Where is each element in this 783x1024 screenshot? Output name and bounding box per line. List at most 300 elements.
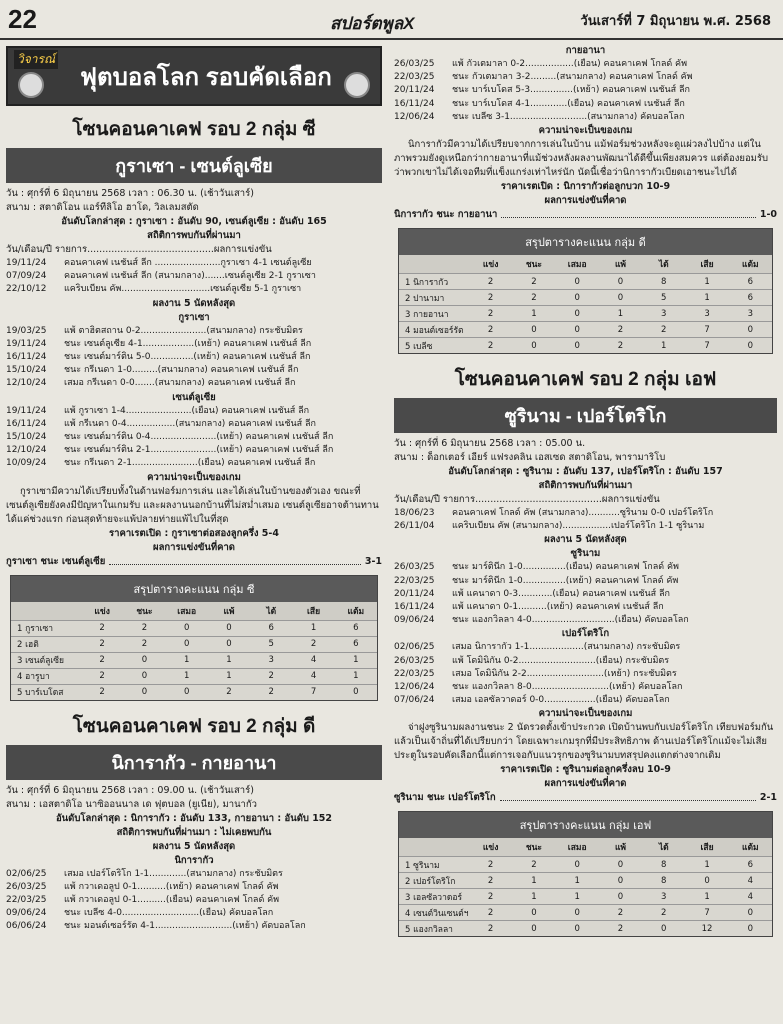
- result-list: [6, 868, 382, 934]
- result-date: 09/06/24: [394, 615, 435, 626]
- match-preview: [6, 148, 382, 569]
- standings-value: 2: [487, 875, 494, 886]
- standings-col: แต้ม: [742, 260, 759, 271]
- result-text: ชนะ มอนต์เซอร์รัต 4-1...........................(เหย้า) คัดบอลโลก: [64, 921, 306, 932]
- standings-value: 2: [310, 639, 317, 650]
- result-text: แคริบเบียน คัพ...............................เซนต์ลูเซีย 5-1 กูราเซา: [64, 284, 302, 295]
- standings-value: 1: [617, 308, 624, 319]
- standings-value: 0: [141, 671, 148, 682]
- standings-value: 6: [353, 639, 359, 650]
- result-date: 26/03/25: [6, 881, 47, 892]
- standings-value: 2: [661, 907, 667, 918]
- standings-value: 0: [141, 687, 148, 698]
- standings-value: 2: [99, 687, 105, 698]
- result-text: เสมอ เอลซัลวาดอร์ 0-0..................(เยือน) คัดบอลโลก: [452, 695, 670, 706]
- result-date: 26/03/25: [394, 59, 435, 69]
- standings-value: 0: [574, 324, 580, 335]
- standings-col: เสีย: [700, 260, 714, 271]
- standings-team: 2 เปอร์โตริโก: [405, 876, 456, 887]
- standings-value: 7: [704, 907, 710, 918]
- head-to-head-columns: วัน/เดือน/ปี รายการ..........................................ผลการแข่งขัน: [394, 494, 660, 506]
- result-text: ชนะ เซนต์มาร์ติน 5-0...............(เหย้า) คอนคาเคฟ เนชั่นส์ ลีก: [64, 352, 311, 363]
- result-date: 15/10/24: [6, 432, 47, 443]
- standings-value: 1: [704, 292, 710, 303]
- standings-value: 0: [617, 276, 624, 287]
- head-to-head-columns: วัน/เดือน/ปี รายการ..........................................ผลการแข่งขัน: [6, 244, 272, 255]
- result-row: [394, 111, 777, 124]
- analysis-heading: ความน่าจะเป็นของเกม: [538, 708, 633, 720]
- standings-value: 6: [747, 292, 754, 303]
- left-column: [6, 44, 382, 1022]
- analysis-text: นิการากัวมีความได้เปรียบจากการเล่นในบ้าน แม้ฟอร์มช่วงหลังจะดูแผ่วลงไปบ้าง แต่ในภาพรวมยังดูเหนือกว่ากายอานาที่แม้ช่วงหลังผลงานพัฒนาได้ดีขึ้นเพียงสมควร แต่ต้องยอมรับว่าพวกเขาไม่ได้เจอทีมที่แข็งแกร่งเท่าไหร่นัก นัดนี้เชื่อว่านิการากัวเบียดเอาชนะไปได้: [394, 139, 769, 179]
- standings-row: [11, 684, 377, 700]
- prediction-leader: [109, 555, 361, 565]
- team-name: นิการากัว: [174, 854, 214, 866]
- result-row: [394, 601, 777, 614]
- standings-value: 2: [268, 687, 274, 698]
- match-venue: สนาม : สตาดิโอน แอร์ทีลิโอ ฮาโด, วิลเลมสตัด: [6, 202, 199, 213]
- standings-value: 2: [487, 340, 494, 351]
- result-text: ชนะ กัวเตมาลา 3-2.........(สนามกลาง) คอนคาเคฟ โกลด์ คัพ: [452, 72, 693, 83]
- result-date: 22/03/25: [394, 575, 435, 586]
- result-row: [394, 561, 777, 574]
- result-text: แพ้ โดมินิกัน 0-2...........................(เยือน) กระชับมิตร: [452, 655, 670, 666]
- standings-col: แข่ง: [482, 260, 499, 271]
- result-text: ชนะ เซนต์ลูเซีย 4-1..................(เหย้า) คอนคาเคฟ เนชั่นส์ ลีก: [64, 338, 312, 349]
- standings-value: 2: [268, 671, 274, 682]
- standings-value: 2: [661, 324, 667, 335]
- standings-value: 6: [747, 859, 754, 870]
- newspaper-name: สปอร์ตพูลX: [330, 14, 415, 33]
- result-row: [6, 431, 382, 444]
- standings-value: 0: [531, 923, 537, 934]
- standings-value: 0: [747, 324, 754, 335]
- standings-row: [399, 289, 772, 305]
- result-row: [6, 405, 382, 418]
- standings-row: [399, 856, 772, 872]
- standings-value: 2: [617, 907, 624, 918]
- result-text: ชนะ กรีเนดา 2-1.......................(เยือน) คอนคาเคฟ เนชั่นส์ ลีก: [64, 458, 316, 469]
- standings-col: แต้ม: [347, 606, 365, 617]
- result-date: 20/11/24: [394, 85, 435, 96]
- standings-value: 2: [487, 923, 494, 934]
- result-text: คอนคาเคฟ โกลด์ คัพ (สนามกลาง)...........ซูรินาม 0-0 เปอร์โตริโก: [452, 508, 714, 519]
- result-date: 22/03/25: [6, 895, 47, 906]
- standings-col: แพ้: [223, 606, 235, 617]
- result-row: [6, 894, 382, 907]
- result-text: เสมอ นิการากัว 1-1...................(สนามกลาง) กระชับมิตร: [452, 642, 681, 653]
- standings-value: 0: [617, 891, 624, 902]
- standings-col: ได้: [658, 843, 669, 854]
- result-date: 19/11/24: [6, 338, 47, 349]
- result-row: [394, 84, 777, 97]
- result-date: 26/03/25: [394, 562, 435, 573]
- result-row: [394, 575, 777, 588]
- result-text: แพ้ แคนาดา 0-3............(เยือน) คอนคาเคฟ เนชั่นส์ ลีก: [452, 588, 670, 599]
- world-ranking: อันดับโลกล่าสุด : ซูรินาม : อันดับ 137, เปอร์โตริโก : อันดับ 157: [448, 466, 723, 478]
- result-text: แพ้ กูราเซา 1-4.......................(เยือน) คอนคาเคฟ เนชั่นส์ ลีก: [64, 405, 310, 416]
- result-row: [394, 520, 777, 533]
- result-row: [6, 457, 382, 470]
- standings-value: 2: [487, 308, 494, 319]
- right-column: [394, 44, 777, 1022]
- match-title: กูราเซา - เซนต์ลูเซีย: [6, 148, 382, 183]
- result-text: คอนคาเคฟ เนชั่นส์ ลีก .......................กูราเซา 4-1 เซนต์ลูเซีย: [64, 258, 312, 268]
- standings-value: 2: [617, 923, 624, 934]
- team-name: เปอร์โตริโก: [561, 628, 610, 640]
- standings-team: 3 เอลซัลวาดอร์: [405, 892, 463, 903]
- analysis-text: กูราเซามีความได้เปรียบทั้งในด้านฟอร์มการเล่น และได้เล่นในบ้านของตัวเอง ขณะที่เซนต์ลูเซียยังคงมีปัญหาในเกมรับ และผลงานนอกบ้านที่ไม่สม่ำเสมอ เซนต์ลูเซียอาจต้านทานได้แค่ช่วงแรก ก่อนสุดท้ายจะแพ้ปลายท่ายแพ้ไปในที่สุด: [6, 485, 379, 525]
- match-preview: [394, 398, 777, 805]
- standings-value: 0: [353, 687, 359, 698]
- standings-value: 7: [704, 324, 710, 335]
- team-name: เซนต์ลูเซีย: [172, 391, 216, 403]
- result-row: [6, 881, 382, 894]
- standings-value: 0: [574, 340, 580, 351]
- standings-value: 0: [183, 623, 190, 634]
- analysis-heading: ความน่าจะเป็นของเกม: [538, 125, 633, 137]
- recent-form-heading: ผลงาน 5 นัดหลังสุด: [544, 534, 627, 546]
- standings-value: 2: [617, 324, 624, 335]
- result-row: [6, 364, 382, 377]
- standings-row: [399, 904, 772, 920]
- match-venue: สนาม : เอสตาดิโอ นาซิออนนาล เด ฟุตบอล (ยูเนีย), มานากัว: [6, 798, 257, 810]
- football-icon: [344, 72, 370, 98]
- result-text: ชนะ เบลีซ 3-1...........................(สนามกลาง) คัดบอลโลก: [452, 111, 685, 122]
- result-row: [6, 377, 382, 390]
- result-text: แพ้ กรีเนดา 0-4.................(สนามกลาง) คอนคาเคฟ เนชั่นส์ ลีก: [64, 418, 316, 429]
- result-date: 16/11/24: [6, 418, 47, 429]
- standings-value: 0: [574, 276, 580, 287]
- standings-title: สรุปตารางคะแนน กลุ่ม ดี: [399, 229, 772, 255]
- standings-row: [399, 872, 772, 888]
- result-date: 09/06/24: [6, 908, 47, 919]
- standings-value: 0: [747, 340, 754, 351]
- standings-value: 2: [487, 292, 494, 303]
- standings-value: 8: [661, 859, 667, 870]
- standings-value: 1: [353, 655, 359, 666]
- standings-value: 2: [141, 623, 148, 634]
- standings-team: 1 ซูรินาม: [405, 860, 440, 871]
- standings-value: 7: [704, 340, 710, 351]
- standings-col: ได้: [658, 260, 669, 271]
- result-list: [6, 405, 382, 471]
- standings-col: ชนะ: [525, 843, 542, 854]
- result-text: ชนะ บาร์เบโดส 4-1.............(เยือน) คอนคาเคฟ เนชั่นส์ ลีก: [452, 98, 685, 109]
- result-text: ชนะ เซนต์มาร์ติน 0-4.......................(เหย้า) คอนคาเคฟ เนชั่นส์ ลีก: [64, 432, 334, 443]
- standings-value: 2: [531, 276, 537, 287]
- standings-value: 2: [617, 340, 624, 351]
- standings-value: 0: [747, 923, 754, 934]
- result-row: [394, 507, 777, 520]
- standings-value: 3: [661, 891, 667, 902]
- standings-value: 3: [704, 308, 710, 319]
- standings-col: เสีย: [307, 606, 321, 617]
- standings-col: เสีย: [700, 843, 714, 854]
- standings: [10, 575, 378, 701]
- standings-value: 1: [183, 671, 190, 682]
- result-row: [6, 907, 382, 920]
- standings-value: 0: [617, 859, 624, 870]
- match-day: วัน : ศุกร์ที่ 6 มิถุนายน 2568 เวลา : 05.00 น.: [394, 438, 586, 450]
- result-row: [394, 588, 777, 601]
- result-text: ชนะ แองกวิลลา 8-0...........................(เหย้า) คัดบอลโลก: [452, 682, 683, 693]
- standings-value: 2: [487, 907, 494, 918]
- standings-value: 2: [99, 671, 105, 682]
- page-number: 22: [8, 4, 37, 34]
- standings-value: 0: [574, 859, 580, 870]
- standings-value: 7: [310, 687, 317, 698]
- analysis-text: จ่าฝูงซูรินามผลงานชนะ 2 นัดรวดตั้งเข้าประกวด เปิดบ้านพบกับเปอร์โตริโก เทียบฟอร์มกันแล้วเป็นเจ้าถิ่นที่ได้เปรียบกว่า โดยเฉพาะเกมรุกที่มีประสิทธิภาพ ด้านเปอร์โตริโกแม้จะไม่เสียประตูในรอบคัดเลือกนี้แต่การเจอกับแนวรุกของซูรินามบทสรุปคงแตกต่างจากเดิม: [394, 722, 774, 762]
- result-date: 06/06/24: [6, 921, 47, 932]
- prediction-score: 3-1: [364, 555, 382, 567]
- standings-row: [399, 337, 772, 353]
- match-venue: สนาม : ด็อกเตอร์ เอียร์ แฟรงคลิน เอสเซด สตาดิโอน, พารามาริโบ: [394, 452, 666, 464]
- standings-value: 1: [531, 875, 537, 886]
- result-text: แพ้ แคนาดา 0-1..........(เหย้า) คอนคาเคฟ เนชั่นส์ ลีก: [452, 602, 664, 613]
- prediction-text: ซูรินาม ชนะ เปอร์โตริโก: [394, 792, 496, 804]
- result-list: [394, 58, 777, 124]
- section-banner: [6, 46, 382, 106]
- standings-value: 6: [747, 276, 754, 287]
- result-list: [6, 325, 382, 391]
- result-date: 22/10/12: [6, 284, 47, 295]
- standings-row: [11, 652, 377, 668]
- standings-value: 3: [747, 308, 754, 319]
- standings-value: 0: [661, 923, 667, 934]
- standings-team: 1 กูราเซา: [17, 624, 54, 635]
- standings-value: 2: [99, 655, 105, 666]
- result-list: [394, 507, 777, 533]
- standings-value: 12: [701, 923, 713, 934]
- standings-row: [11, 636, 377, 652]
- opening-odds: ราคาเรตเปิด : นิการากัวต่อลูกบวก 10-9: [500, 181, 671, 193]
- match-day: วัน : ศุกร์ที่ 6 มิถุนายน 2568 เวลา : 06.30 น. (เช้าวันเสาร์): [6, 188, 254, 199]
- result-text: แพ้ ตาฮิตสถาน 0-2.......................(สนามกลาง) กระชับมิตร: [64, 325, 303, 336]
- result-date: 19/03/25: [6, 325, 47, 336]
- standings-value: 0: [226, 623, 232, 634]
- standings-value: 1: [226, 655, 232, 666]
- result-row: [6, 338, 382, 351]
- standings-value: 0: [617, 292, 624, 303]
- result-row: [6, 257, 382, 270]
- standings-col: แพ้: [614, 260, 627, 271]
- result-date: 22/03/25: [394, 668, 435, 679]
- standings-col: ได้: [266, 606, 277, 617]
- result-row: [394, 655, 777, 668]
- match-title: นิการากัว - กายอานา: [6, 745, 382, 780]
- prediction-score: 2-1: [759, 792, 777, 804]
- zone-heading: โซนคอนคาเคฟ รอบ 2 กลุ่ม ซี: [72, 119, 316, 140]
- standings-col: แข่ง: [482, 843, 499, 854]
- standings-value: 0: [574, 292, 580, 303]
- standings-value: 2: [487, 276, 494, 287]
- standings-team: 4 อารูบา: [17, 672, 50, 683]
- result-row: [6, 444, 382, 457]
- result-date: 12/06/24: [394, 682, 435, 693]
- prediction: [394, 791, 777, 805]
- standings-value: 4: [310, 655, 317, 666]
- result-date: 12/06/24: [394, 111, 435, 122]
- standings-value: 6: [353, 623, 359, 634]
- standings-value: 2: [487, 859, 494, 870]
- result-date: 19/11/24: [6, 405, 47, 416]
- result-row: [394, 58, 777, 71]
- standings-value: 0: [574, 923, 580, 934]
- result-text: แคริบเบียน คัพ (สนามกลาง).................เปอร์โตริโก 1-1 ซูรินาม: [452, 521, 705, 532]
- standings-value: 0: [141, 655, 148, 666]
- standings-value: 4: [747, 891, 754, 902]
- prediction-text: นิการากัว ชนะ กายอานา: [394, 209, 498, 221]
- standings-row: [399, 920, 772, 936]
- standings-col: แต้ม: [742, 843, 759, 854]
- head-to-head-heading: สถิติการพบกันที่ผ่านมา: [538, 480, 633, 492]
- standings-value: 0: [617, 875, 624, 886]
- world-ranking: อันดับโลกล่าสุด : กูราเซา : อันดับ 90, เซนต์ลูเซีย : อันดับ 165: [61, 216, 327, 227]
- standings-row: [399, 273, 772, 289]
- result-text: ชนะ แองกวิลลา 4-0.............................(เยือน) คัดบอลโลก: [452, 615, 689, 626]
- team-name: กูราเซา: [178, 311, 210, 323]
- result-text: ชนะ มาร์ตินีก 1-0...............(เยือน) คอนคาเคฟ โกลด์ คัพ: [452, 562, 679, 573]
- standings-value: 8: [661, 875, 667, 886]
- standings-table: [6, 575, 382, 701]
- banner-title: ฟุตบอลโลก รอบคัดเลือก: [80, 63, 332, 91]
- standings-title: สรุปตารางคะแนน กลุ่ม เอฟ: [399, 812, 772, 838]
- result-text: คอนคาเคฟ เนชั่นส์ ลีก (สนามกลาง).......เซนต์ลูเซีย 2-1 กูราเซา: [64, 271, 316, 282]
- result-date: 18/06/23: [394, 508, 435, 519]
- result-text: ชนะ บาร์เบโดส 5-3...............(เหย้า) คอนคาเคฟ เนชั่นส์ ลีก: [452, 85, 690, 96]
- standings-value: 0: [704, 875, 710, 886]
- result-text: เสมอ เปอร์โตริโก 1-1.............(สนามกลาง) กระชับมิตร: [64, 868, 283, 879]
- standings-table: [394, 228, 777, 354]
- result-text: แพ้ กัวเตมาลา 0-2.................(เยือน) คอนคาเคฟ โกลด์ คัพ: [452, 59, 687, 69]
- standings-value: 1: [531, 308, 537, 319]
- standings-value: 0: [531, 340, 537, 351]
- result-row: [394, 681, 777, 694]
- result-row: [394, 98, 777, 111]
- match-preview: [6, 745, 382, 934]
- standings-value: 1: [353, 671, 359, 682]
- result-date: 16/11/24: [394, 98, 435, 109]
- result-text: ชนะ เบลีซ 4-0...........................(เยือน) คัดบอลโลก: [64, 908, 274, 919]
- standings-value: 0: [574, 907, 580, 918]
- standings-value: 0: [747, 907, 754, 918]
- banner-kicker: วิจารณ์: [14, 50, 58, 69]
- football-icon: [18, 72, 44, 98]
- standings: [398, 811, 773, 937]
- opening-odds: ราคาเรตเปิด : ซูรินามต่อลูกครึ่งลบ 10-9: [500, 764, 671, 776]
- standings-value: 6: [268, 623, 274, 634]
- standings: [398, 228, 773, 354]
- standings-table: [394, 811, 777, 937]
- standings-col: ชนะ: [525, 260, 542, 271]
- standings-value: 0: [531, 324, 537, 335]
- prediction-score: 1-0: [759, 209, 777, 221]
- match-day: วัน : ศุกร์ที่ 6 มิถุนายน 2568 เวลา : 09.00 น. (เช้าวันเสาร์): [6, 784, 254, 796]
- zone-heading: โซนคอนคาเคฟ รอบ 2 กลุ่ม ดี: [72, 715, 316, 737]
- standings-value: 2: [531, 292, 537, 303]
- result-date: 20/11/24: [394, 588, 435, 599]
- result-text: เสมอ โดมินิกัน 2-2...........................(เหย้า) กระชับมิตร: [452, 668, 677, 679]
- standings-header: [11, 602, 377, 620]
- result-date: 26/11/04: [394, 521, 435, 532]
- match-title: ซูรินาม - เปอร์โตริโก: [394, 398, 777, 433]
- world-ranking: อันดับโลกล่าสุด : นิการากัว : อันดับ 133, กายอานา : อันดับ 152: [55, 812, 333, 824]
- result-row: [394, 614, 777, 627]
- standings-team: 5 เบลีซ: [405, 341, 433, 352]
- standings-value: 2: [226, 687, 232, 698]
- standings-value: 4: [747, 875, 754, 886]
- standings-value: 1: [183, 655, 190, 666]
- result-list: [394, 561, 777, 627]
- result-row: [6, 283, 382, 296]
- standings-value: 1: [704, 891, 710, 902]
- standings-header: [399, 838, 772, 856]
- result-date: 12/10/24: [6, 378, 47, 389]
- standings-value: 4: [310, 671, 317, 682]
- page-header: [0, 0, 783, 40]
- standings-row: [11, 668, 377, 684]
- result-list: [6, 257, 382, 297]
- standings-value: 0: [226, 639, 232, 650]
- analysis-heading: ความน่าจะเป็นของเกม: [147, 471, 241, 483]
- result-text: ชนะ มาร์ตินีก 1-0...............(เหย้า) คอนคาเคฟ โกลด์ คัพ: [452, 575, 679, 586]
- prediction: [394, 208, 777, 222]
- standings-value: 5: [661, 292, 667, 303]
- standings-team: 4 เซนต์วินเซนต์ฯ: [405, 908, 469, 919]
- standings-value: 1: [661, 340, 667, 351]
- standings-value: 2: [531, 859, 537, 870]
- prediction-heading: ผลการแข่งขันที่คาด: [544, 778, 627, 790]
- result-date: 16/11/24: [394, 602, 435, 613]
- standings-col: เสมอ: [177, 606, 197, 617]
- result-text: ชนะ เซนต์มาร์ติน 2-1.......................(เหย้า) คอนคาเคฟ เนชั่นส์ ลีก: [64, 445, 334, 456]
- standings-row: [399, 321, 772, 337]
- standings-value: 5: [268, 639, 274, 650]
- standings-team: 5 บาร์เบโดส: [17, 688, 64, 699]
- team-name: กายอานา: [565, 45, 606, 56]
- standings-value: 3: [661, 308, 667, 319]
- standings-col: เสมอ: [567, 843, 587, 854]
- standings-value: 0: [183, 639, 190, 650]
- standings-team: 4 มอนต์เซอร์รัต: [405, 325, 464, 336]
- standings-team: 2 เฮติ: [17, 640, 39, 651]
- standings-value: 1: [310, 623, 317, 634]
- standings-team: 3 กายอานา: [405, 309, 449, 320]
- result-date: 15/10/24: [6, 365, 47, 376]
- result-date: 12/10/24: [6, 445, 47, 456]
- head-to-head-heading: สถิติการพบกันที่ผ่านมา: [147, 230, 241, 241]
- standings-value: 8: [661, 276, 667, 287]
- standings-col: แพ้: [614, 843, 627, 854]
- result-text: แพ้ กวาเดอลูป 0-1..........(เหย้า) คอนคาเคฟ โกลด์ คัพ: [64, 881, 279, 892]
- zone-heading: โซนคอนคาเคฟ รอบ 2 กลุ่ม เอฟ: [454, 369, 717, 391]
- standings-value: 1: [531, 891, 537, 902]
- result-date: 26/03/25: [394, 655, 435, 666]
- match-preview-continued: [394, 44, 777, 222]
- standings-value: 2: [141, 639, 148, 650]
- standings-value: 1: [704, 276, 710, 287]
- result-row: [6, 868, 382, 881]
- result-row: [394, 668, 777, 681]
- standings-row: [399, 305, 772, 321]
- recent-form-heading: ผลงาน 5 นัดหลังสุด: [152, 840, 236, 852]
- result-row: [394, 694, 777, 707]
- team-name: ซูรินาม: [570, 548, 601, 560]
- standings-row: [399, 888, 772, 904]
- issue-date: วันเสาร์ที่ 7 มิถุนายน พ.ศ. 2568: [580, 14, 771, 29]
- recent-form-heading: ผลงาน 5 นัดหลังสุด: [152, 297, 236, 309]
